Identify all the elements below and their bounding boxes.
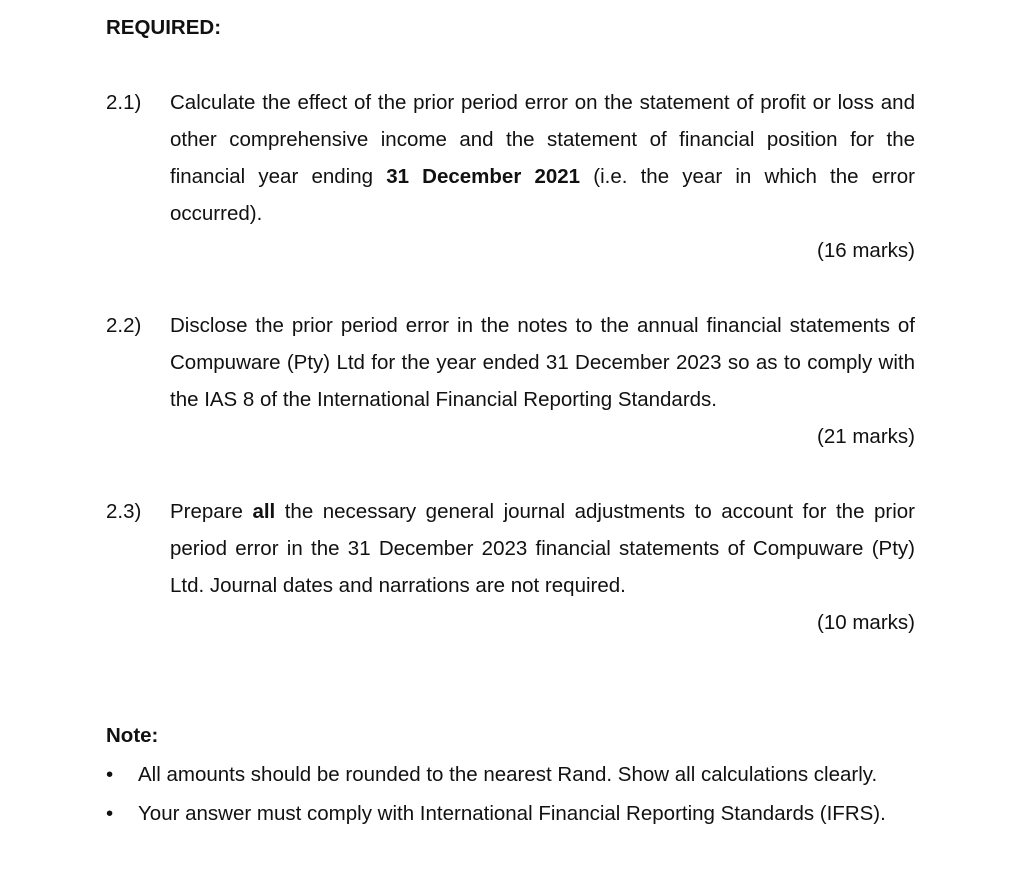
bullet-icon: • (106, 802, 114, 825)
note-text: All amounts should be rounded to the nearest Rand. Show all calculations clearly. (138, 763, 878, 786)
question-2-1 (106, 84, 915, 269)
question-marks: (21 marks) (817, 425, 915, 448)
question-2-2 (106, 307, 915, 455)
question-number: 2.1) (106, 91, 142, 114)
question-text (170, 307, 915, 418)
question-number: 2.2) (106, 314, 142, 337)
required-heading: REQUIRED: (106, 16, 222, 39)
question-text-start: Calculate the effect of the prior period error on the statement of profit or loss and other comprehensive income and the statement of financial position for the financial year ending (170, 91, 915, 188)
question-text-bold: 31 December 2021 (386, 165, 581, 188)
question-text (170, 493, 915, 604)
question-text-end: the necessary general journal adjustments to account for the prior period error in the 31 December 2023 financial statements of Compuware (Pty) Ltd. Journal dates and narrations are not required. (170, 500, 915, 597)
note-item (106, 794, 915, 833)
document-page (106, 10, 915, 833)
question-text-bold: all (252, 500, 276, 523)
note-list (106, 755, 915, 833)
question-text-end: (i.e. the year in which the error occurred). (170, 165, 915, 225)
question-marks: (16 marks) (817, 239, 915, 262)
question-text (170, 84, 915, 232)
question-text-start: Prepare (170, 500, 253, 523)
question-marks: (10 marks) (817, 611, 915, 634)
note-heading: Note: (106, 724, 159, 747)
note-text: Your answer must comply with International Financial Reporting Standards (IFRS). (138, 802, 886, 825)
note-item (106, 755, 915, 794)
question-2-3 (106, 493, 915, 641)
question-number: 2.3) (106, 500, 142, 523)
question-text-start: Disclose the prior period error in the notes to the annual financial statements of Compuware (Pty) Ltd for the year ended 31 December 2023 so as to comply with the IAS 8 of the International Financial Reporting Standards. (170, 314, 915, 411)
bullet-icon: • (106, 763, 114, 786)
